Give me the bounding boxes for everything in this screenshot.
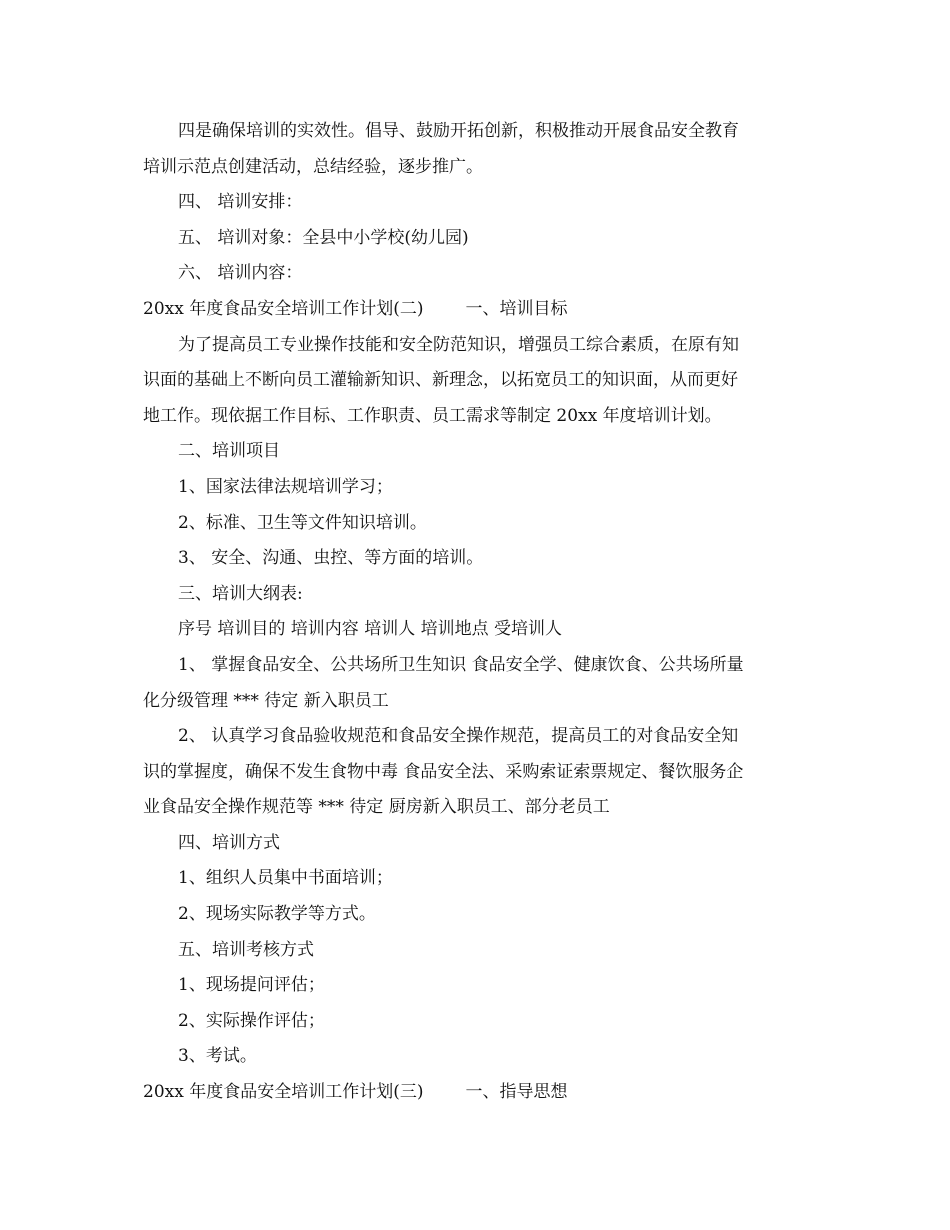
paragraph-line xyxy=(143,968,811,1004)
paragraph-line xyxy=(143,1039,811,1075)
paragraph-line xyxy=(143,648,811,684)
line-text: 1、 掌握食品安全、公共场所卫生知识 食品安全学、健康饮食、公共场所量 xyxy=(178,654,744,675)
line-text: 2、现场实际教学等方式。 xyxy=(178,904,376,925)
subsection-title: 一、培训目标 xyxy=(465,298,568,319)
line-text: 业食品安全操作规范等 *** 待定 厨房新入职员工、部分老员工 xyxy=(143,797,610,818)
paragraph-line xyxy=(143,541,811,577)
paragraph-line xyxy=(143,684,811,720)
paragraph-line xyxy=(143,612,811,648)
paragraph-line xyxy=(143,790,811,826)
line-text: 1、组织人员集中书面培训； xyxy=(178,868,393,889)
line-text: 1、现场提问评估； xyxy=(178,975,325,996)
line-text: 2、实际操作评估； xyxy=(178,1010,325,1031)
section-heading-line xyxy=(143,292,811,328)
line-text: 1、国家法律法规培训学习； xyxy=(178,476,393,497)
document-body xyxy=(143,114,811,1111)
line-text: 三、培训大纲表: xyxy=(178,583,303,604)
line-text: 六、 培训内容： xyxy=(178,263,303,284)
line-text: 3、 安全、沟通、虫控、等方面的培训。 xyxy=(178,548,484,569)
paragraph-line xyxy=(143,399,811,435)
section-title: 20xx 年度食品安全培训工作计划(二) xyxy=(143,298,424,319)
line-text: 培训示范点创建活动，总结经验，逐步推广。 xyxy=(143,156,483,177)
paragraph-line xyxy=(143,506,811,542)
line-text: 化分级管理 *** 待定 新入职员工 xyxy=(143,690,389,711)
line-text: 为了提高员工专业操作技能和安全防范知识，增强员工综合素质，在原有知 xyxy=(178,334,739,355)
paragraph-line xyxy=(143,897,811,933)
paragraph-line xyxy=(143,577,811,613)
paragraph-line xyxy=(143,719,811,755)
paragraph-line xyxy=(143,933,811,969)
paragraph-line xyxy=(143,328,811,364)
line-text: 四是确保培训的实效性。倡导、鼓励开拓创新，积极推动开展食品安全教育 xyxy=(178,121,739,141)
line-text: 序号 培训目的 培训内容 培训人 培训地点 受培训人 xyxy=(178,619,563,640)
paragraph-line xyxy=(143,434,811,470)
paragraph-line xyxy=(143,363,811,399)
paragraph-line xyxy=(143,861,811,897)
line-text: 识面的基础上不断向员工灌输新知识、新理念，以拓宽员工的知识面，从而更好 xyxy=(143,370,738,391)
section-title: 20xx 年度食品安全培训工作计划(三) xyxy=(143,1082,424,1103)
paragraph-line xyxy=(143,755,811,791)
line-text: 2、标准、卫生等文件知识培训。 xyxy=(178,512,427,533)
section-heading-line xyxy=(143,1075,811,1111)
line-text: 五、培训考核方式 xyxy=(178,939,314,960)
paragraph-line xyxy=(143,1004,811,1040)
paragraph-line xyxy=(143,185,811,221)
paragraph-line xyxy=(143,826,811,862)
paragraph-line xyxy=(143,221,811,257)
paragraph-line xyxy=(143,470,811,506)
subsection-title: 一、指导思想 xyxy=(465,1082,568,1103)
line-text: 四、培训方式 xyxy=(178,832,280,853)
line-text: 二、培训项目 xyxy=(178,441,280,462)
paragraph-line xyxy=(143,256,811,292)
paragraph-line xyxy=(143,150,811,186)
line-text: 3、考试。 xyxy=(178,1046,257,1067)
paragraph-line xyxy=(143,114,811,150)
line-text: 2、 认真学习食品验收规范和食品安全操作规范，提高员工的对食品安全知 xyxy=(178,726,739,747)
line-text: 五、 培训对象：全县中小学校(幼儿园) xyxy=(178,227,469,248)
line-text: 四、 培训安排： xyxy=(178,192,303,213)
line-text: 地工作。现依据工作目标、工作职责、员工需求等制定 20xx 年度培训计划。 xyxy=(143,405,722,426)
line-text: 识的掌握度，确保不发生食物中毒 食品安全法、采购索证索票规定、餐饮服务企 xyxy=(143,761,744,782)
